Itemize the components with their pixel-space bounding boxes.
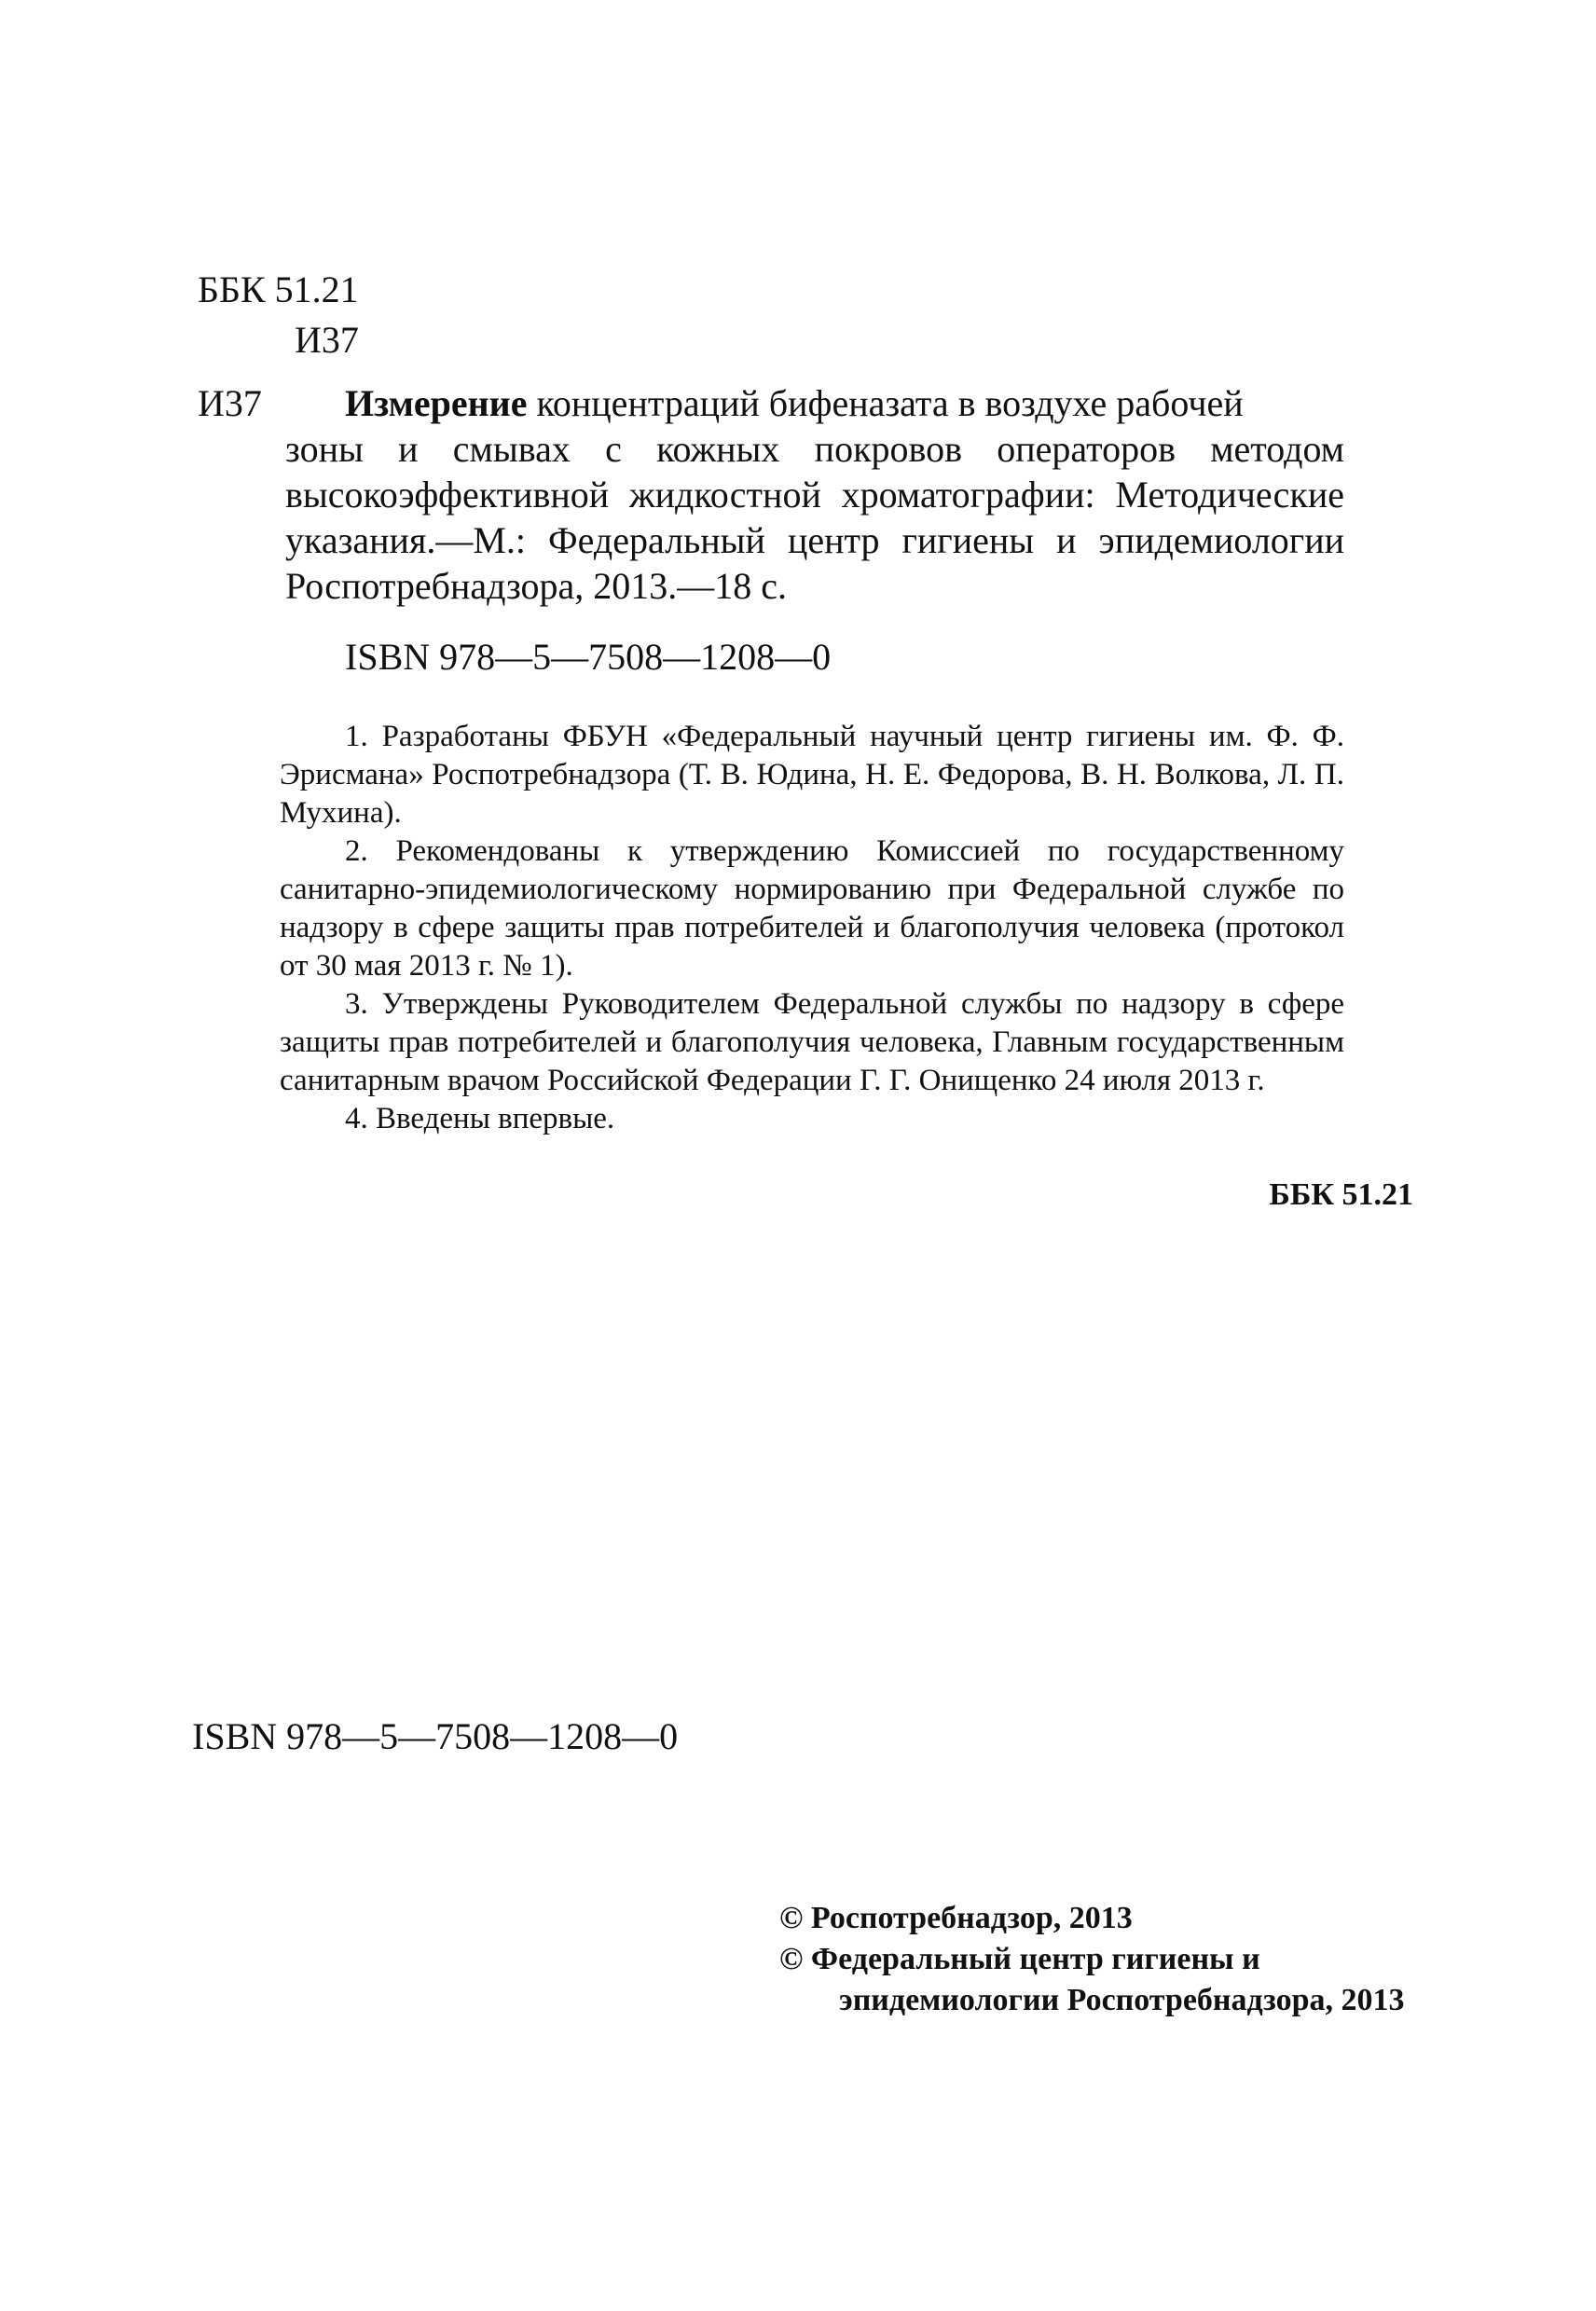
copyright-line-1: © Роспотребнадзор, 2013 [779, 1901, 1133, 1935]
entry-title-rest: зоны и смывах с кожных покровов операторов методом высокоэффективной жидкостной хроматографии: Методические указания.—М.: Федеральный центр гигиены и эпидемиологии Роспотребнадзора, 2013.—18 с. [285, 428, 1344, 607]
author-mark-entry: И37 [198, 382, 262, 424]
entry-title-bold: Измерение [345, 382, 528, 424]
note-developed: 1. Разработаны ФБУН «Федеральный научный центр гигиены им. Ф. Ф. Эрисмана» Роспотребнадзора (Т. В. Юдина, Н. Е. Федорова, В. Н. Волкова, Л. П. Мухина). [280, 720, 1344, 830]
note-introduced: 4. Введены впервые. [345, 1102, 615, 1135]
note-approved: 3. Утверждены Руководителем Федеральной службы по надзору в сфере защиты прав потребителей и благополучия человека, Главным государственным санитарным врачом Российской Федерации Г. Г. Онищенко 24 июля 2013 г. [280, 987, 1344, 1097]
copyright-line-2: © Федеральный центр гигиены и [779, 1942, 1260, 1976]
entry-first-line [285, 380, 1344, 426]
isbn-entry: ISBN 978—5—7508—1208—0 [345, 636, 832, 678]
bibliographic-entry [285, 380, 1344, 609]
isbn-bottom: ISBN 978—5—7508—1208—0 [192, 1715, 679, 1757]
bbk-index-bottom: ББК 51.21 [1269, 1177, 1413, 1212]
note-recommended: 2. Рекомендованы к утверждению Комиссией по государственному санитарно-эпидемиологическому нормированию при Федеральной службе по надзору в сфере защиты прав потребителей и благополучия человека (протокол от 30 мая 2013 г. № 1). [280, 834, 1344, 983]
copyright-line-3: эпидемиологии Роспотребнадзора, 2013 [839, 1983, 1405, 2017]
copyright-block [779, 1898, 1405, 2021]
entry-title-line1: концентраций бифеназата в воздухе рабочей [527, 382, 1244, 424]
publication-notes [280, 718, 1344, 1138]
bbk-index-top: ББК 51.21 [198, 268, 359, 310]
author-mark-top: И37 [295, 319, 359, 361]
